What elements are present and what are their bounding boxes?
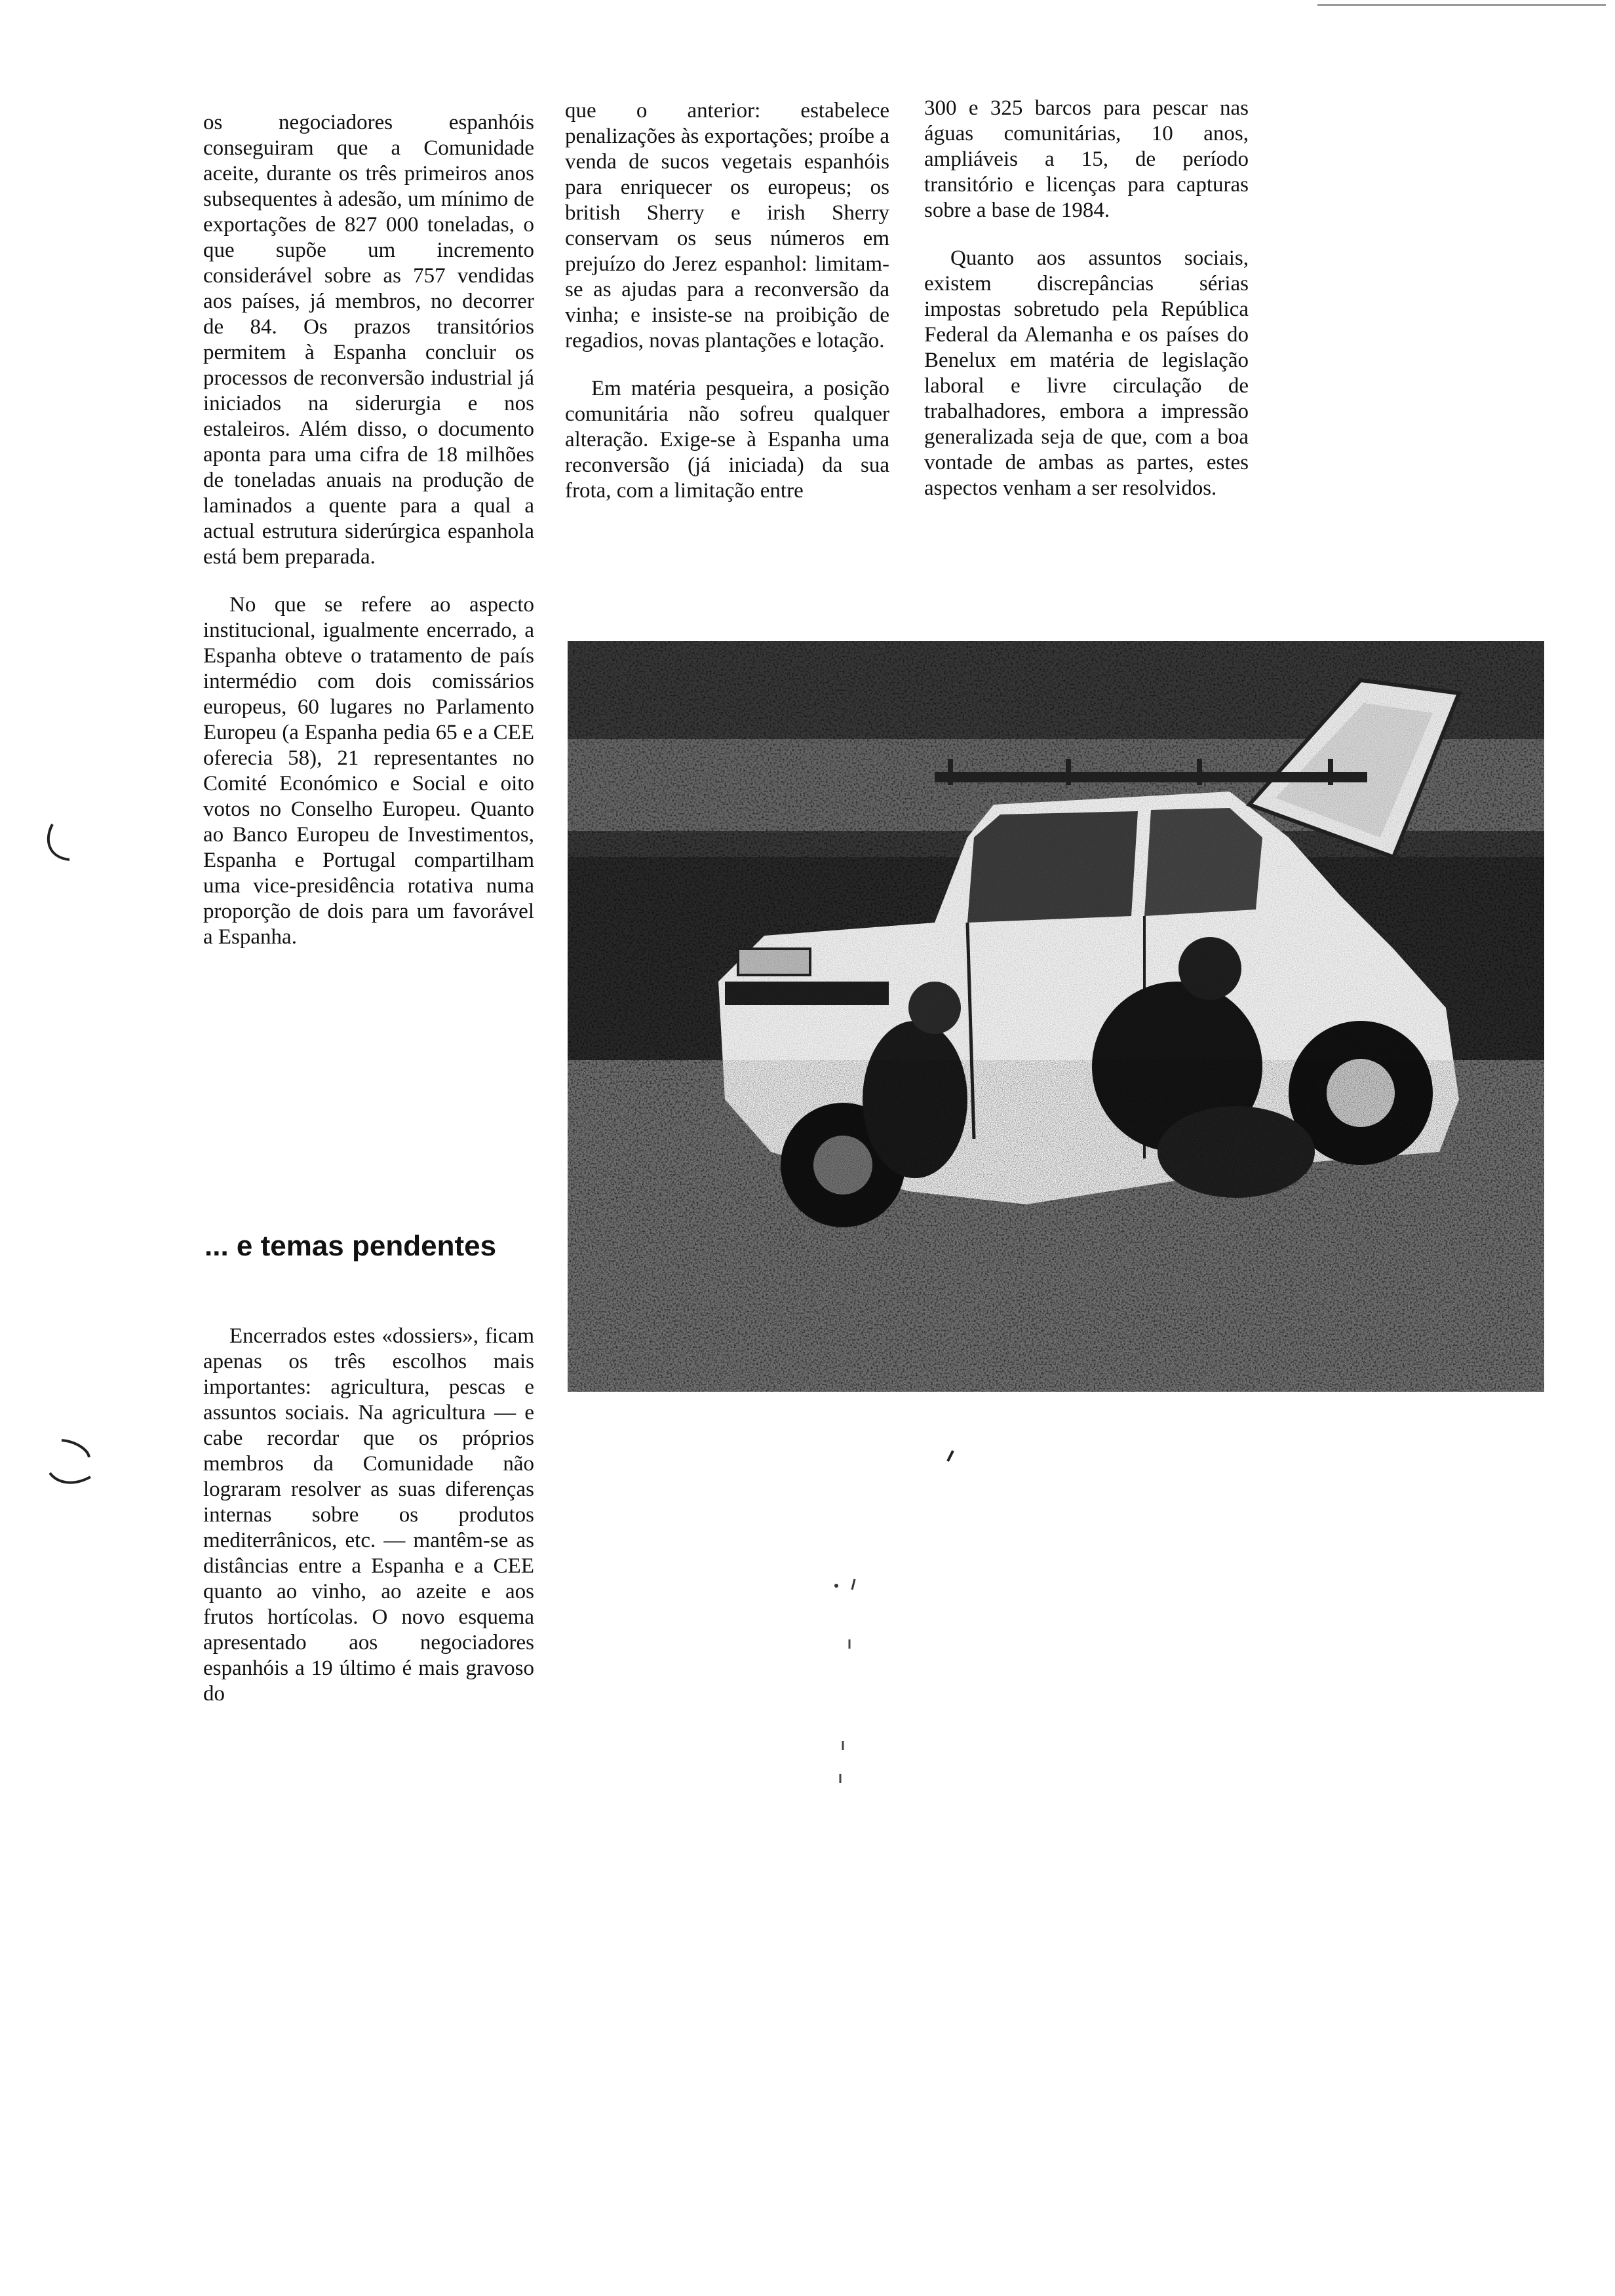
speck — [836, 1772, 844, 1786]
speck — [846, 1638, 853, 1651]
text-column-3 — [924, 96, 1249, 524]
speck — [944, 1448, 957, 1464]
speck — [839, 1740, 847, 1753]
scan-edge-line — [1317, 4, 1606, 6]
paragraph: Encerrados estes «dossiers», ficam apenas os três escolhos mais importantes: agricultura, pescas e assuntos sociais. Na agricultura — e cabe recordar que os próprios membros da Comunidade não lograram resolver as suas diferenças internas sobre os produtos mediterrânicos, etc. — mantêm-se as distâncias entre a Espanha e a CEE quanto ao vinho, ao azeite e aos frutos hortícolas. O novo esquema apresentado aos negociadores espanhóis a 19 último é mais gravoso do — [203, 1324, 534, 1706]
binder-hole-mark — [42, 1435, 101, 1494]
text-column-2 — [565, 98, 889, 526]
paragraph: os negociadores espanhóis conseguiram que a Comunidade aceite, durante os três primeiros anos subsequentes à adesão, um mínimo de exportações de 827 000 toneladas, o que supõe um incremento considerável sobre as 757 vendidas aos países, já membros, no decorrer de 84. Os prazos transitórios permitem à Espanha concluir os processos de reconversão industrial já iniciados na siderurgia e nos estaleiros. Além disso, o documento aponta para uma cifra de 18 milhões de toneladas anuais na produção de laminados a quente para a qual a actual estrutura siderúrgica espanhola está bem preparada. — [203, 111, 534, 569]
paragraph: que o anterior: estabelece penalizações às exportações; proíbe a venda de sucos vegetais espanhóis para enriquecer os europeus; os british Sherry e irish Sherry conservam os seus números em prejuízo do Jerez espanhol: limitam-se as ajudas para a reconversão da vinha; e insiste-se na proibição de regadios, novas plantações e lotação. — [565, 99, 889, 353]
paragraph: 300 e 325 barcos para pescar nas águas comunitárias, 10 anos, ampliáveis a 15, de período transitório e licenças para capturas sobre a base de 1984. — [924, 96, 1249, 222]
paragraph: Em matéria pesqueira, a posição comunitária não sofreu qualquer alteração. Exige-se à Espanha uma reconversão (já iniciada) da sua frota, com a limitação entre — [565, 377, 889, 503]
paragraph: Quanto aos assuntos sociais, existem discrepâncias sérias impostas sobretudo pela República Federal da Alemanha e os países do Benelux em matéria de legislação laboral e livre circulação de trabalhadores, embora a impressão generalizada seja de que, com a boa vontade de ambas as partes, estes aspectos venham a ser resolvidos. — [924, 246, 1249, 500]
text-column-1-section — [203, 1324, 534, 1729]
text-column-1 — [203, 110, 534, 972]
speck — [832, 1573, 859, 1592]
photo-car-roadside — [568, 641, 1544, 1392]
section-heading: ... e temas pendentes — [204, 1230, 497, 1262]
binder-hole-mark — [43, 819, 96, 871]
paragraph: No que se refere ao aspecto institucional, igualmente encerrado, a Espanha obteve o tratamento de país intermédio com dois comissários europeus, 60 lugares no Parlamento Europeu (a Espanha pedia 65 e a CEE oferecia 58), 21 representantes no Comité Económico e Social e oito votos no Conselho Europeu. Quanto ao Banco Europeu de Investimentos, Espanha e Portugal compartilham uma vice-presidência rotativa numa proporção de dois para um favorável a Espanha. — [203, 593, 534, 949]
